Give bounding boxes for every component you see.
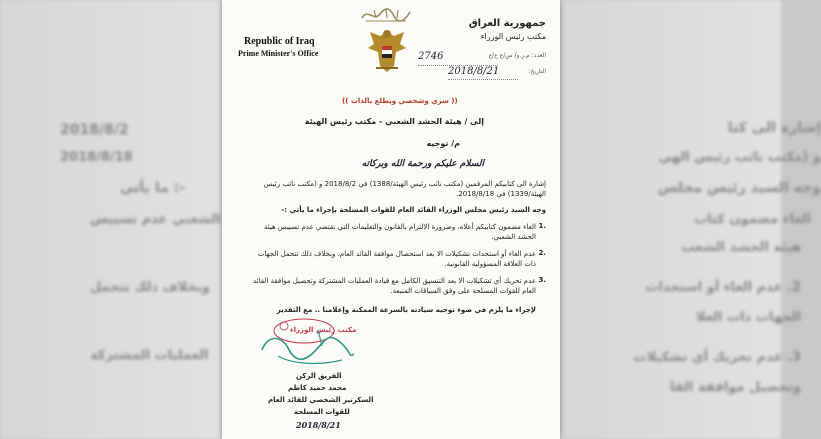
item-text: عدم تحريك أي تشكيلات الا بعد التنسيق الكامل مع قيادة العمليات المشتركة وتحصيل موافقة القائد العام للقوات المسلحة على وفق السياقات المتبعة. [252,277,536,295]
greeting: السلام عليكم ورحمة الله وبركاته [361,159,484,169]
ghost-text: 2018/8/18 [60,150,133,165]
ghost-text: 3. عدم تحريك أي تشكيلات [633,350,801,365]
date-label: التاريخ: [528,68,546,75]
item-text: الغاء مضمون كتابيكم أعلاه، وضرورة الالتزام بالقانون والتعليمات التي تقتضي عدم تسييس هيئة الحشد الشعبي. [264,223,536,241]
signatory-title: السكرتير الشخصي للقائد العام [268,396,374,404]
signatory-name: محمد حميد كاظم [288,384,347,392]
closing-line: لإجراء ما يلزم في ضوء توجيه سيادته بالسرعة الممكنة وإعلامنا .. مع التقدير [276,306,536,314]
ghost-text: الغاء مضمون كتاب [694,212,811,227]
ghost-text: الشعبي عدم تسييس [90,212,221,227]
date-underline [448,78,518,80]
ghost-text: وتحصيل موافقة القا [669,380,801,395]
ghost-text: و (مكتب نائب رئيس الهي [658,150,821,165]
reference-number: 2746 [418,51,444,62]
background-blur-right [560,0,821,439]
arabic-country: جمهورية العراق [468,18,546,29]
ghost-text: وبخلاف ذلك تتحمل [90,280,210,295]
signatory-title-2: للقوات المسلحة [294,408,350,416]
directive-header: وجه السيد رئيس مجلس الوزراء القائد العام للقوات المسلحة بإجراء ما يأتي :- [281,206,546,214]
ghost-text: الجهات ذات العلا [695,310,801,325]
item-text: عدم الغاء أو استحداث تشكيلات الا بعد استحصال موافقة القائد العام، وبخلاف ذلك تتحمل الجهات ذات العلاقة المسؤولية القانونية. [257,250,536,268]
letter-document [222,0,560,439]
reference-label: العدد: م.ر.و/ س/ع ع/ع [488,52,546,59]
ghost-text: 2. عدم الغاء أو استحداث [645,280,801,295]
item-number: 2. [538,249,546,257]
background-blur-left [0,0,222,439]
english-office: Prime Minister's Office [238,49,319,58]
ghost-text: ما يأتي :- [120,180,186,196]
date-value: 2018/8/21 [448,66,500,77]
intro-paragraph: إشارة الى كتابيكم المرقمين (مكتب نائب رئيس الهيئة/1388) في 2018/8/2 و (مكتب نائب رئيس الهيئة/1339) في 2018/8/18. [263,180,546,198]
date-underline [418,64,498,66]
calligraphy-emblem [360,6,412,24]
iraq-eagle-emblem [366,26,408,74]
arabic-office: مكتب رئيس الوزراء [480,32,546,41]
ghost-text: العمليات المشتركة [90,348,209,363]
subject: م/ توجيه [426,139,460,148]
ghost-text: هيئة الحشد الشعب [681,240,801,255]
english-country: Republic of Iraq [244,36,315,47]
stamp-text: مكتب رئيس الوزراء [290,326,357,334]
ghost-text: إشارة الى كتا [727,120,821,136]
classification-label: (( سري وشخصي ويطلع بالذات )) [342,97,458,105]
signature-date: 2018/8/21 [296,420,341,430]
ghost-text: 2018/8/2 [60,122,129,138]
item-number: 3. [538,276,546,284]
recipient: إلى / هيئة الحشد الشعبي - مكتب رئيس الهيئة [304,117,484,126]
handwritten-signature [258,324,358,368]
signatory-rank: الفريق الركن [296,372,342,380]
ghost-text: وجه السيد رئيس مجلس [657,180,821,196]
item-number: 1. [538,222,546,230]
